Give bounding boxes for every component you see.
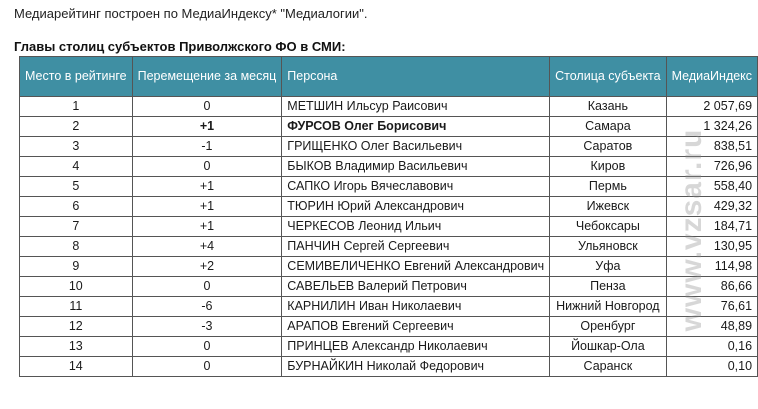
- cell-move: 0: [132, 337, 282, 357]
- table-row: [20, 117, 758, 137]
- table-row: [20, 257, 758, 277]
- table-row: [20, 137, 758, 157]
- table-row: [20, 217, 758, 237]
- header-index: МедиаИндекс: [666, 57, 757, 97]
- cell-capital: Казань: [550, 97, 666, 117]
- cell-index: 130,95: [666, 237, 757, 257]
- cell-person: САПКО Игорь Вячеславович: [282, 177, 550, 197]
- cell-move: +1: [132, 217, 282, 237]
- cell-place: 12: [20, 317, 133, 337]
- cell-capital: Саратов: [550, 137, 666, 157]
- table-title: Главы столиц субъектов Приволжского ФО в СМИ:: [14, 39, 346, 54]
- cell-person: СЕМИВЕЛИЧЕНКО Евгений Александрович: [282, 257, 550, 277]
- cell-place: 9: [20, 257, 133, 277]
- cell-place: 6: [20, 197, 133, 217]
- table-row: [20, 277, 758, 297]
- cell-move: -1: [132, 137, 282, 157]
- cell-capital: Уфа: [550, 257, 666, 277]
- cell-index: 114,98: [666, 257, 757, 277]
- cell-index: 0,10: [666, 357, 757, 377]
- cell-place: 11: [20, 297, 133, 317]
- cell-capital: Ижевск: [550, 197, 666, 217]
- cell-capital: Оренбург: [550, 317, 666, 337]
- cell-person: ЧЕРКЕСОВ Леонид Ильич: [282, 217, 550, 237]
- cell-person: БЫКОВ Владимир Васильевич: [282, 157, 550, 177]
- cell-move: 0: [132, 277, 282, 297]
- cell-place: 8: [20, 237, 133, 257]
- cell-capital: Йошкар-Ола: [550, 337, 666, 357]
- cell-index: 838,51: [666, 137, 757, 157]
- cell-person: ПАНЧИН Сергей Сергеевич: [282, 237, 550, 257]
- cell-person: АРАПОВ Евгений Сергеевич: [282, 317, 550, 337]
- cell-index: 1 324,26: [666, 117, 757, 137]
- cell-place: 13: [20, 337, 133, 357]
- cell-move: 0: [132, 357, 282, 377]
- cell-index: 86,66: [666, 277, 757, 297]
- header-move: Перемещение за месяц: [132, 57, 282, 97]
- cell-move: +1: [132, 117, 282, 137]
- cell-capital: Киров: [550, 157, 666, 177]
- cell-index: 558,40: [666, 177, 757, 197]
- cell-move: +1: [132, 197, 282, 217]
- cell-place: 1: [20, 97, 133, 117]
- table-row: [20, 97, 758, 117]
- intro-text: Медиарейтинг построен по МедиаИндексу* "Медиалогии".: [14, 6, 368, 21]
- header-person: Персона: [282, 57, 550, 97]
- cell-capital: Нижний Новгород: [550, 297, 666, 317]
- cell-move: 0: [132, 157, 282, 177]
- table-row: [20, 357, 758, 377]
- rating-table: [19, 56, 758, 377]
- cell-index: 184,71: [666, 217, 757, 237]
- cell-capital: Пермь: [550, 177, 666, 197]
- cell-place: 5: [20, 177, 133, 197]
- table-body: [20, 97, 758, 377]
- cell-person: ГРИЩЕНКО Олег Васильевич: [282, 137, 550, 157]
- cell-person: МЕТШИН Ильсур Раисович: [282, 97, 550, 117]
- cell-capital: Чебоксары: [550, 217, 666, 237]
- cell-person: ПРИНЦЕВ Александр Николаевич: [282, 337, 550, 357]
- cell-place: 4: [20, 157, 133, 177]
- cell-place: 3: [20, 137, 133, 157]
- cell-person: ТЮРИН Юрий Александрович: [282, 197, 550, 217]
- cell-capital: Ульяновск: [550, 237, 666, 257]
- cell-place: 2: [20, 117, 133, 137]
- cell-person: ФУРСОВ Олег Борисович: [282, 117, 550, 137]
- cell-index: 429,32: [666, 197, 757, 217]
- cell-move: -6: [132, 297, 282, 317]
- cell-person: КАРНИЛИН Иван Николаевич: [282, 297, 550, 317]
- cell-place: 10: [20, 277, 133, 297]
- cell-move: +4: [132, 237, 282, 257]
- cell-move: +2: [132, 257, 282, 277]
- cell-index: 48,89: [666, 317, 757, 337]
- table-row: [20, 317, 758, 337]
- cell-index: 0,16: [666, 337, 757, 357]
- header-place: Место в рейтинге: [20, 57, 133, 97]
- table-row: [20, 177, 758, 197]
- cell-move: +1: [132, 177, 282, 197]
- cell-place: 14: [20, 357, 133, 377]
- cell-index: 2 057,69: [666, 97, 757, 117]
- cell-person: САВЕЛЬЕВ Валерий Петрович: [282, 277, 550, 297]
- watermark-text: www.vzsar.ru: [675, 128, 708, 332]
- cell-move: -3: [132, 317, 282, 337]
- cell-capital: Саранск: [550, 357, 666, 377]
- table-row: [20, 237, 758, 257]
- cell-move: 0: [132, 97, 282, 117]
- cell-capital: Самара: [550, 117, 666, 137]
- table-header-row: [20, 57, 758, 97]
- table-row: [20, 197, 758, 217]
- cell-index: 726,96: [666, 157, 757, 177]
- header-capital: Столица субъекта: [550, 57, 666, 97]
- cell-capital: Пенза: [550, 277, 666, 297]
- table-row: [20, 297, 758, 317]
- table-row: [20, 157, 758, 177]
- cell-person: БУРНАЙКИН Николай Федорович: [282, 357, 550, 377]
- table-row: [20, 337, 758, 357]
- cell-place: 7: [20, 217, 133, 237]
- cell-index: 76,61: [666, 297, 757, 317]
